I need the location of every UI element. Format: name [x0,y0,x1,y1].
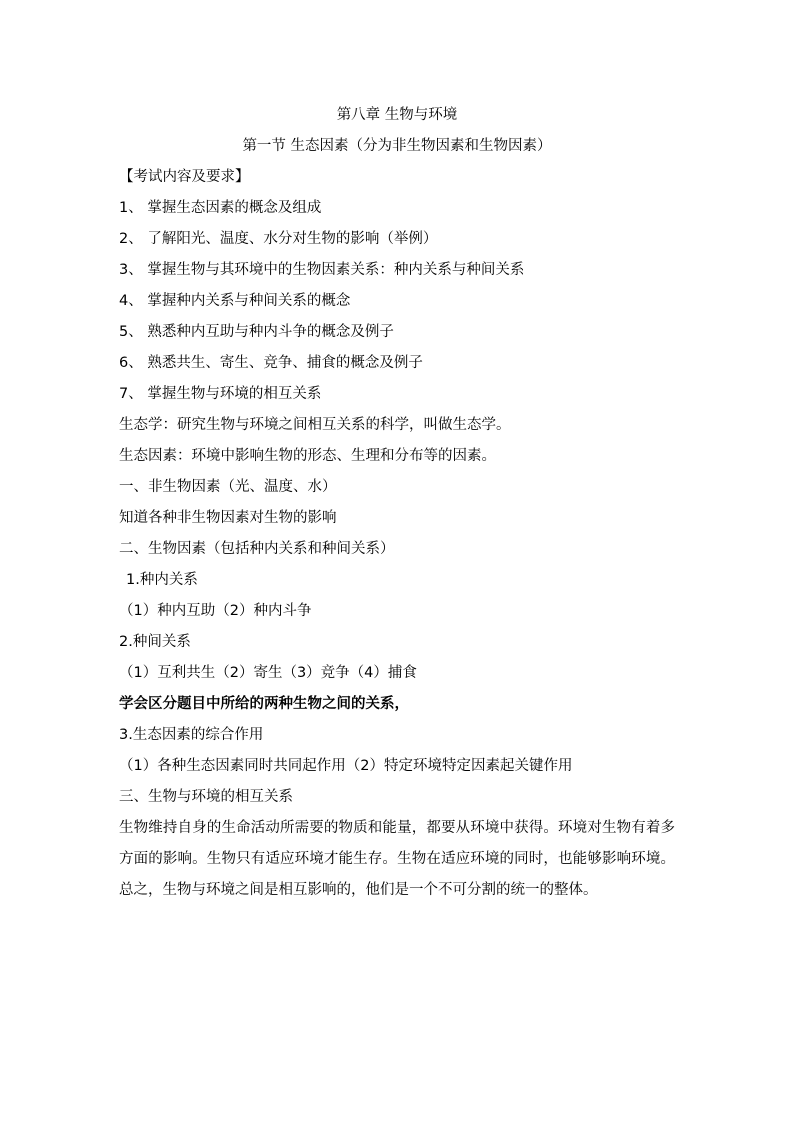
requirements-heading: 【考试内容及要求】 [119,169,250,185]
requirement-item: 2、 了解阳光、温度、水分对生物的影响（举例） [119,231,438,247]
intra-relation-items: （1）种内互助（2）种内斗争 [119,603,312,619]
definition-ecological-factor: 生态因素：环境中影响生物的形态、生理和分布等的因素。 [119,448,496,464]
document-content [119,100,675,906]
requirement-item: 6、 熟悉共生、寄生、竞争、捕食的概念及例子 [119,355,423,371]
requirement-item: 5、 熟悉种内互助与种内斗争的概念及例子 [119,324,394,340]
inter-relation-heading: 2.种间关系 [119,634,191,650]
relation-note: 学会区分题目中所给的两种生物之间的关系， [119,696,409,712]
requirement-item: 4、 掌握种内关系与种间关系的概念 [119,293,351,309]
section-title: 第一节 生态因素（分为非生物因素和生物因素） [242,138,552,154]
requirement-item: 1、 掌握生态因素的概念及组成 [119,200,322,216]
combined-effect-heading: 3.生态因素的综合作用 [119,727,264,743]
part1-heading: 一、非生物因素（光、温度、水） [119,479,337,495]
inter-relation-items: （1）互利共生（2）寄生（3）竞争（4）捕食 [119,665,417,681]
combined-effect-items: （1）各种生态因素同时共同起作用（2）特定环境特定因素起关键作用 [119,758,573,774]
part2-heading: 二、生物因素（包括种内关系和种间关系） [119,541,395,557]
intra-relation-heading: 1.种内关系 [126,572,198,588]
part3-heading: 三、生物与环境的相互关系 [119,789,293,805]
part3-paragraph: 生物维持自身的生命活动所需要的物质和能量，都要从环境中获得。环境对生物有着多方面的影响。生物只有适应环境才能生存。生物在适应环境的同时，也能够影响环境。总之，生物与环境之间是相互影响的，他们是一个不可分割的统一的整体。 [119,820,675,898]
part1-text: 知道各种非生物因素对生物的影响 [119,510,337,526]
definition-ecology: 生态学：研究生物与环境之间相互关系的科学，叫做生态学。 [119,417,511,433]
requirement-item: 3、 掌握生物与其环境中的生物因素关系：种内关系与种间关系 [119,262,525,278]
chapter-title: 第八章 生物与环境 [336,107,458,123]
requirement-item: 7、 掌握生物与环境的相互关系 [119,386,322,402]
